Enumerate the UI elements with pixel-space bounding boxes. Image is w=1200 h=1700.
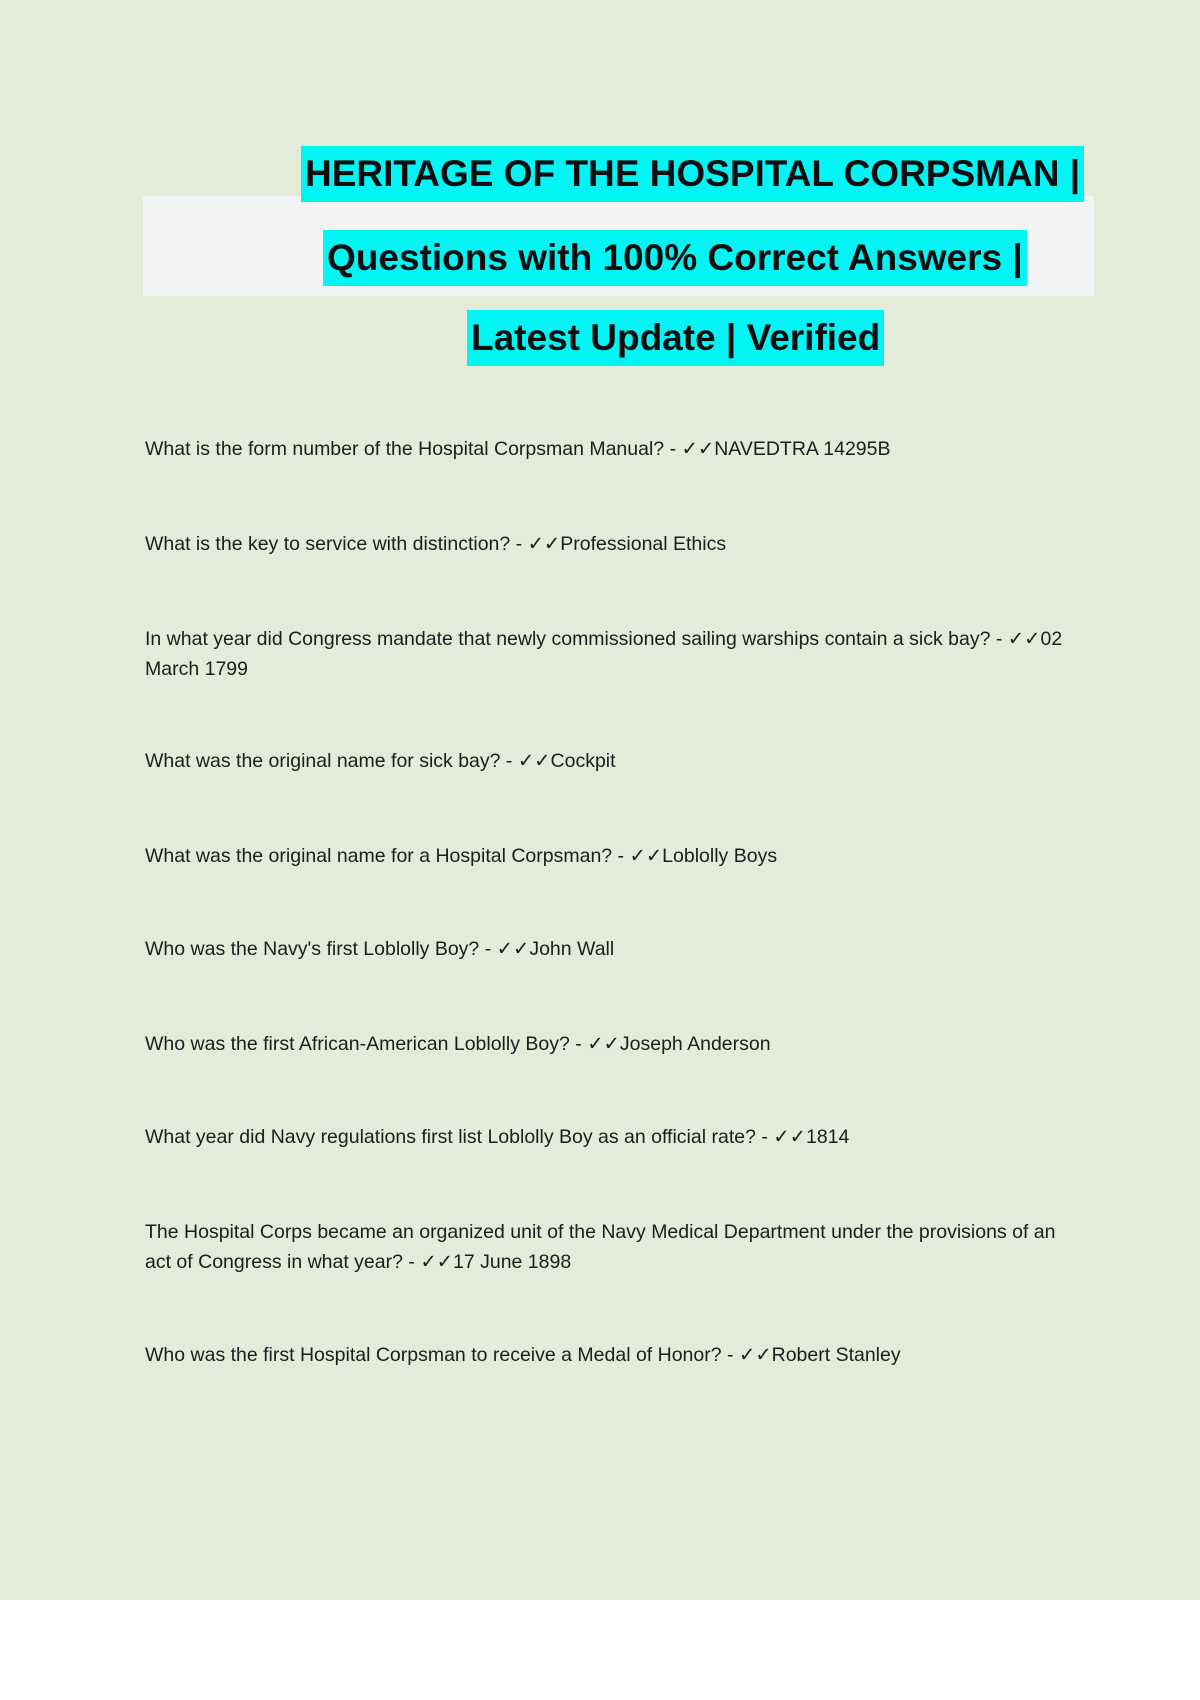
qa-item: [145, 1029, 1065, 1059]
qa-item: [145, 434, 1065, 464]
separator: -: [990, 628, 1008, 650]
title-line-1: [301, 146, 1084, 202]
double-check-icon: ✓✓: [629, 845, 663, 867]
title-line-2-text: Questions with 100% Correct Answers |: [323, 230, 1027, 286]
title-line-3-text: Latest Update | Verified: [467, 310, 884, 366]
question-text: What was the original name for a Hospital Corpsman?: [145, 845, 613, 867]
answer-text: Professional Ethics: [560, 533, 727, 555]
question-text: Who was the first Hospital Corpsman to receive a Medal of Honor?: [145, 1344, 722, 1366]
answer-text: Loblolly Boys: [662, 845, 778, 867]
question-text: What was the original name for sick bay?: [145, 750, 501, 772]
separator: -: [569, 1033, 588, 1055]
answer-text: 1814: [805, 1126, 850, 1148]
answer-text: 17 June 1898: [453, 1251, 572, 1273]
qa-item: [145, 746, 1065, 776]
separator: -: [755, 1126, 774, 1148]
qa-item: [145, 1122, 1065, 1152]
question-text: In what year did Congress mandate that newly commissioned sailing warships contain a sick bay?: [145, 628, 991, 650]
double-check-icon: ✓✓: [773, 1126, 806, 1148]
separator: -: [612, 845, 630, 867]
qa-item: [145, 841, 1065, 871]
double-check-icon: ✓✓: [527, 533, 561, 555]
question-text: What is the key to service with distinction?: [145, 533, 511, 555]
title-line-3: [467, 310, 884, 366]
answer-text: Cockpit: [550, 750, 616, 772]
question-text: What is the form number of the Hospital Corpsman Manual?: [145, 438, 665, 460]
answer-text: Robert Stanley: [771, 1344, 901, 1366]
answer-text: John Wall: [529, 938, 615, 960]
double-check-icon: ✓✓: [681, 438, 715, 460]
double-check-icon: ✓✓: [1007, 628, 1041, 650]
qa-item: [145, 624, 1065, 684]
double-check-icon: ✓✓: [420, 1251, 453, 1273]
separator: -: [402, 1251, 421, 1273]
double-check-icon: ✓✓: [496, 938, 530, 960]
answer-text: 02 March 1799: [145, 628, 1063, 680]
double-check-icon: ✓✓: [587, 1033, 620, 1055]
double-check-icon: ✓✓: [517, 750, 551, 772]
separator: -: [664, 438, 682, 460]
double-check-icon: ✓✓: [738, 1344, 772, 1366]
title-line-1-text: HERITAGE OF THE HOSPITAL CORPSMAN |: [301, 146, 1084, 202]
title-line-2: [323, 230, 1027, 286]
qa-item: [145, 1217, 1065, 1277]
qa-item: [145, 1340, 1065, 1370]
qa-item: [145, 529, 1065, 559]
separator: -: [510, 533, 528, 555]
question-text: The Hospital Corps became an organized unit of the Navy Medical Department under the provisions of an act of Congress in what year?: [145, 1221, 1056, 1273]
separator: -: [500, 750, 518, 772]
question-text: What year did Navy regulations first list Loblolly Boy as an official rate?: [145, 1126, 756, 1148]
separator: -: [479, 938, 497, 960]
question-text: Who was the first African-American Loblolly Boy?: [145, 1033, 570, 1055]
qa-item: [145, 934, 1065, 964]
separator: -: [721, 1344, 739, 1366]
answer-text: Joseph Anderson: [619, 1033, 771, 1055]
answer-text: NAVEDTRA 14295B: [714, 438, 891, 460]
question-text: Who was the Navy's first Loblolly Boy?: [145, 938, 480, 960]
